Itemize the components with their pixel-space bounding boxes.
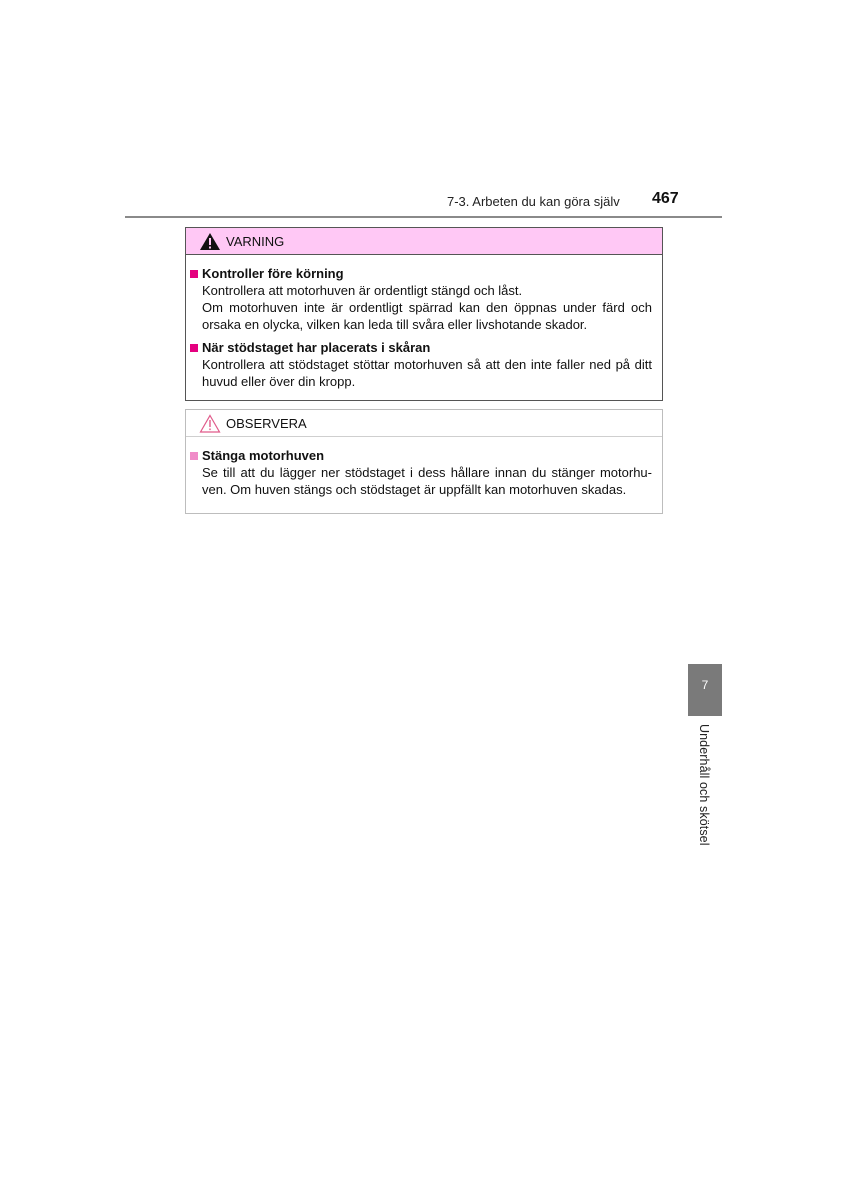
item-paragraph: Se till att du lägger ner stödstaget i dess hållare innan du stänger motorhuven. Om huven stängs och stödstaget är uppfällt kan motorhuven skadas. — [202, 465, 652, 497]
bullet-square-icon — [190, 452, 198, 460]
item-paragraph: Om motorhuven inte är ordentligt spärrad kan den öppnas under färd och orsaka en olycka, vilken kan leda till svåra eller livshotande skador. — [202, 300, 652, 332]
warning-triangle-icon — [199, 232, 221, 251]
warning-header — [186, 228, 662, 255]
item-title: Kontroller före körning — [202, 266, 344, 281]
page-number: 467 — [652, 190, 679, 207]
caution-header — [186, 410, 662, 437]
header-rule — [125, 216, 722, 218]
bullet-square-icon — [190, 344, 198, 352]
item-paragraph: Kontrollera att stödstaget stöttar motorhuven så att den inte faller ned på ditt huvud eller över din kropp. — [202, 357, 652, 389]
caution-item — [190, 447, 652, 498]
item-paragraph: Kontrollera att motorhuven är ordentligt stängd och låst. — [202, 283, 523, 298]
warning-item — [190, 265, 652, 333]
item-title: Stänga motorhuven — [202, 448, 325, 463]
warning-body — [186, 255, 662, 390]
caution-label: OBSERVERA — [226, 415, 307, 431]
caution-triangle-icon — [199, 414, 221, 433]
chapter-tab — [688, 664, 722, 716]
caution-body — [186, 437, 662, 498]
bullet-square-icon — [190, 270, 198, 278]
warning-box — [185, 227, 663, 401]
caution-box — [185, 409, 663, 514]
chapter-number: 7 — [701, 678, 709, 692]
warning-item — [190, 339, 652, 390]
section-title: 7-3. Arbeten du kan göra själv — [447, 194, 620, 209]
chapter-title: Underhåll och skötsel — [697, 724, 711, 846]
warning-label: VARNING — [226, 233, 285, 249]
item-title: När stödstaget har placerats i skåran — [202, 340, 431, 355]
